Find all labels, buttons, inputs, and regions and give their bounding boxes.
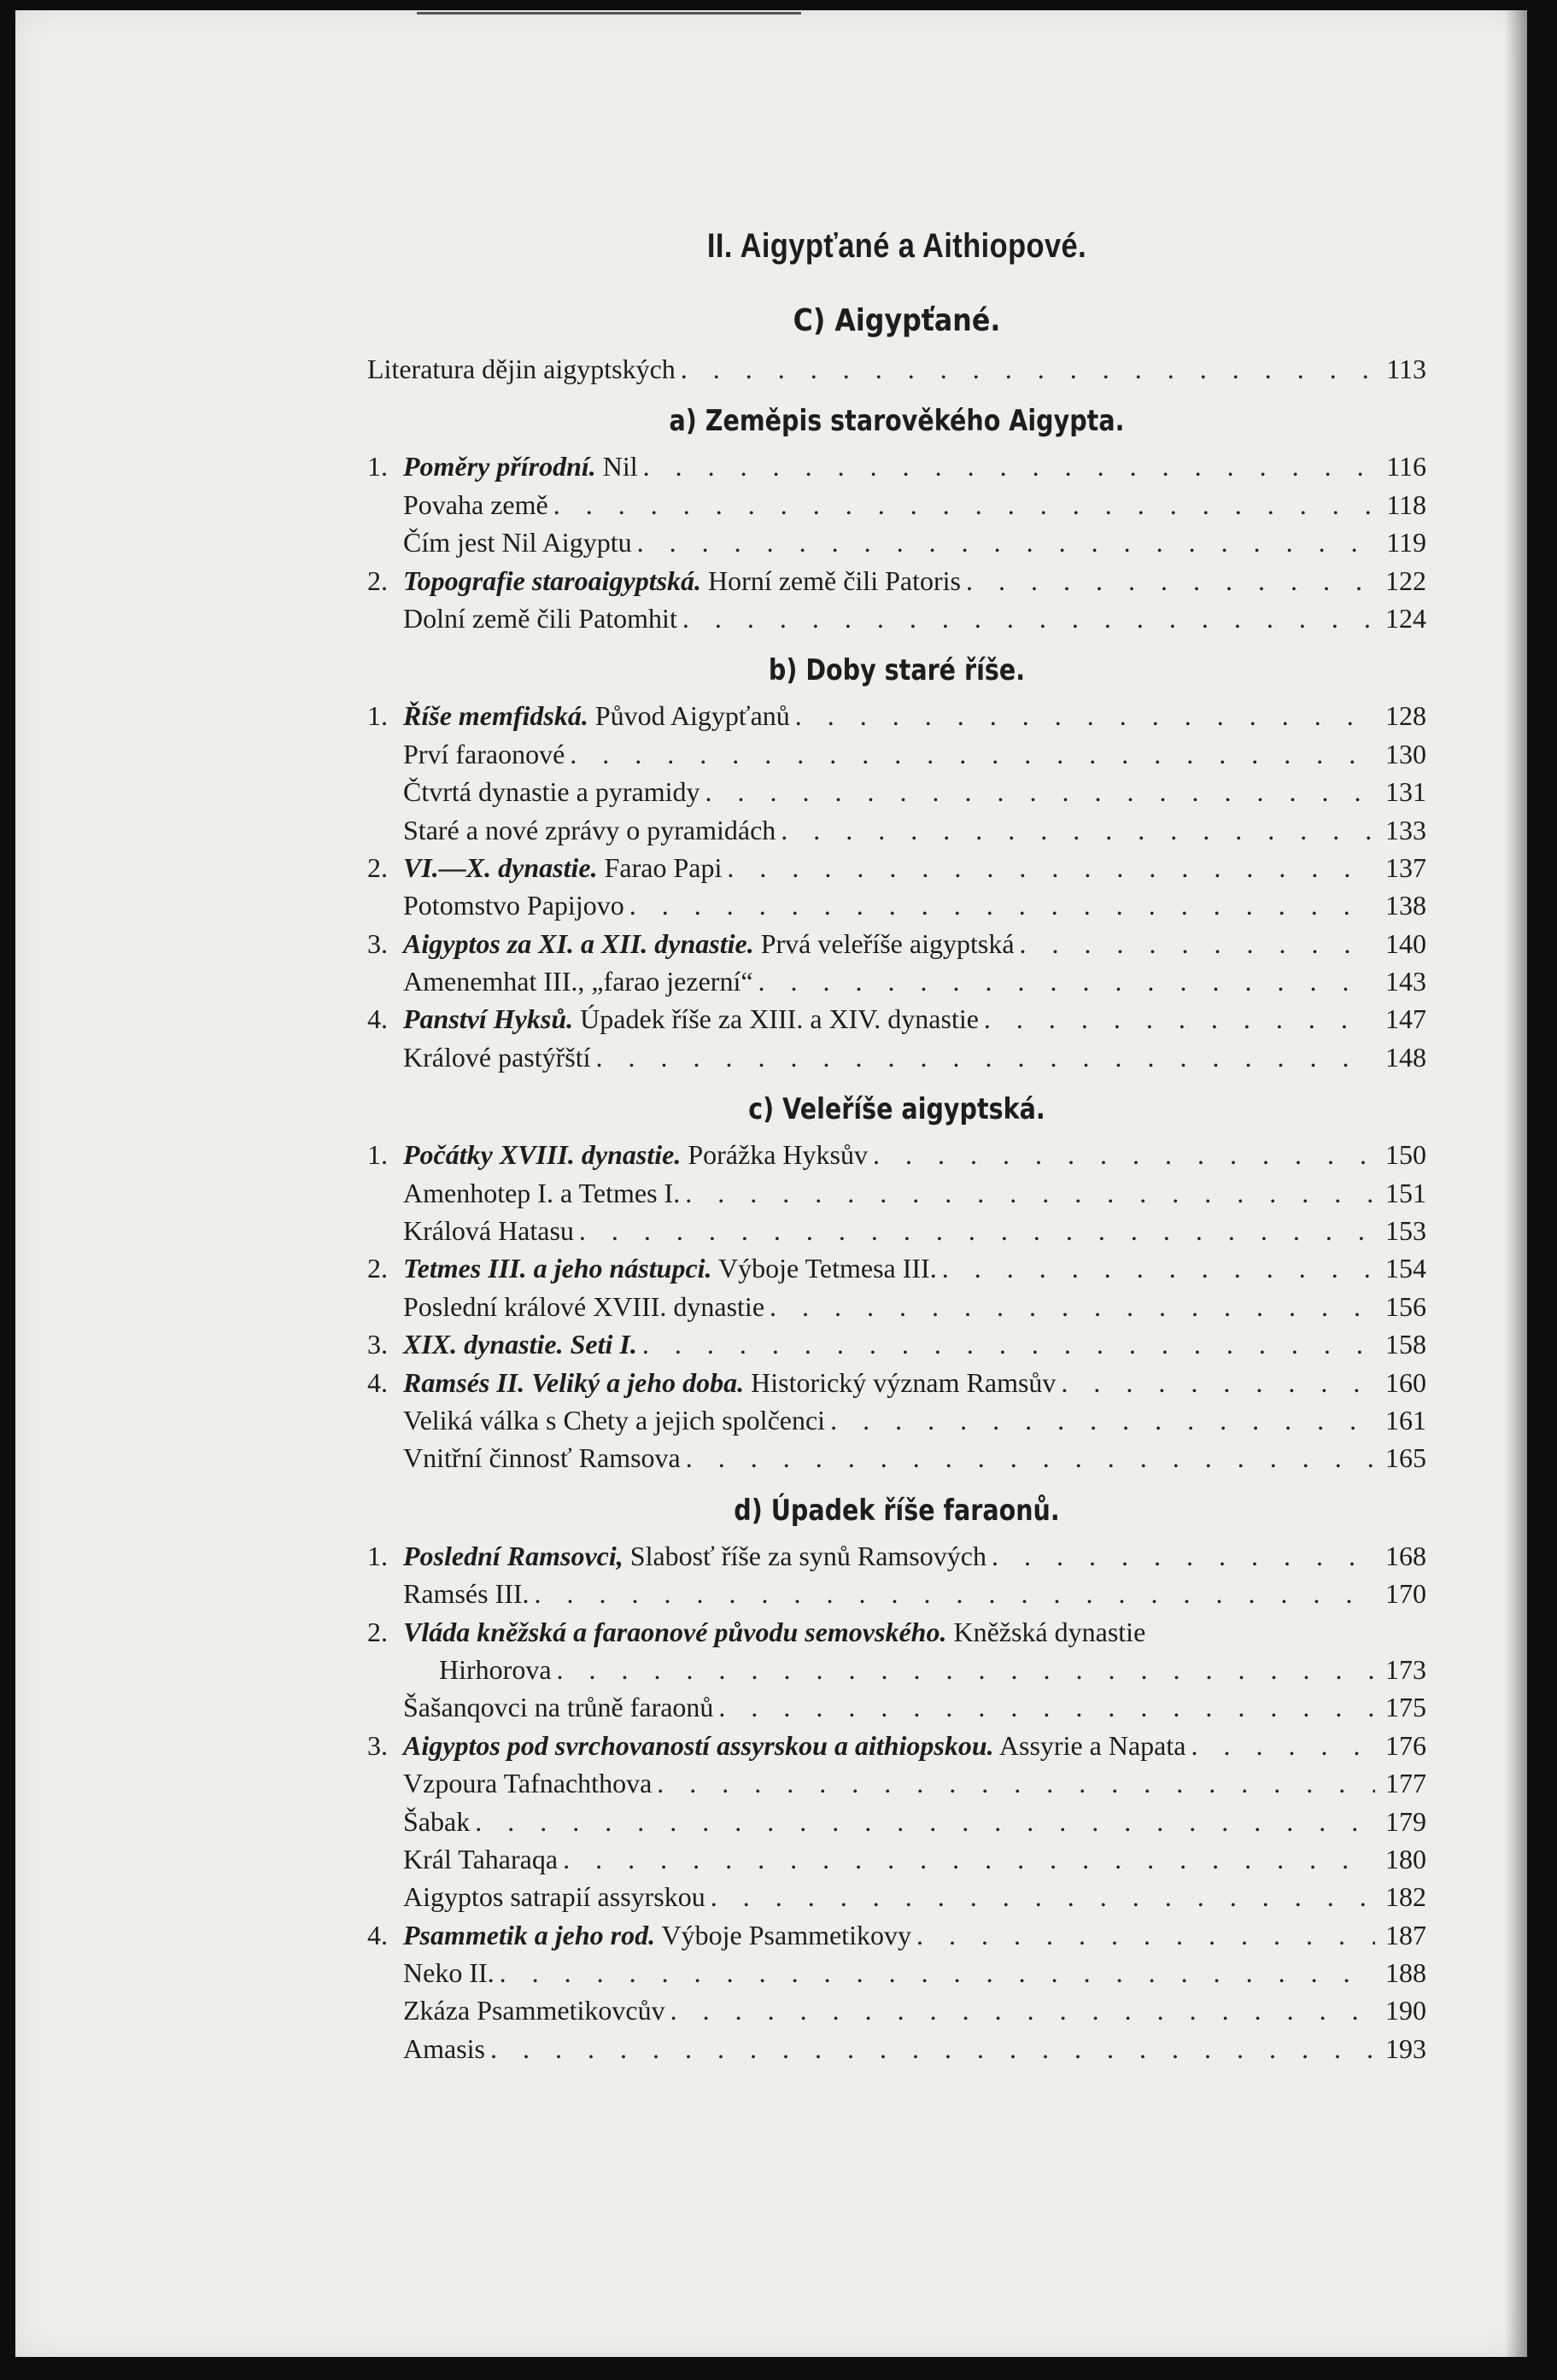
toc-entry bbox=[367, 1575, 1426, 1612]
page-number: 154 bbox=[1385, 1253, 1426, 1284]
entry-number: 2. bbox=[367, 851, 388, 883]
toc-entry bbox=[367, 1000, 1426, 1038]
entry-italic-title: VI.—X. dynastie. bbox=[403, 851, 598, 883]
entry-plain-text: Prvá veleříše aigyptská bbox=[753, 927, 1015, 959]
entry-plain-text: Původ Aigypťanů bbox=[588, 700, 790, 732]
table-of-contents bbox=[367, 225, 1426, 2067]
entry-plain-text: Vnitřní činnosť Ramsova bbox=[403, 1442, 681, 1474]
page-number: 170 bbox=[1385, 1578, 1426, 1610]
entry-plain-text: Farao Papi bbox=[597, 851, 723, 883]
entry-text bbox=[403, 1803, 470, 1840]
page-number: 188 bbox=[1385, 1957, 1426, 1989]
page-number: 158 bbox=[1385, 1329, 1426, 1360]
entry-plain-text: Prví faraonové bbox=[403, 738, 565, 769]
entry-italic-title: Ramsés II. Veliký a jeho doba. bbox=[403, 1366, 745, 1398]
entry-italic-title: Tetmes III. a jeho nástupci. bbox=[403, 1253, 712, 1284]
entry-text bbox=[403, 1688, 713, 1726]
toc-entry bbox=[367, 697, 1426, 734]
entry-plain-text: Králová Hatasu bbox=[403, 1215, 574, 1247]
entry-text bbox=[403, 1613, 1145, 1651]
entry-number: 2. bbox=[367, 564, 388, 596]
entry-number: 4. bbox=[367, 1366, 388, 1398]
toc-entry bbox=[367, 599, 1426, 637]
toc-entry bbox=[367, 1325, 1426, 1363]
chapter-title: II. Aigypťané a Aithiopové. bbox=[706, 227, 1087, 265]
entry-text bbox=[403, 925, 1015, 962]
entry-italic-title: XIX. dynastie. Seti I. bbox=[403, 1329, 637, 1360]
dot-leader bbox=[570, 735, 1375, 773]
page-number: 180 bbox=[1385, 1843, 1426, 1874]
section-heading: b) Doby staré říše. bbox=[768, 653, 1026, 688]
entry-plain-text: Historický význam Ramsův bbox=[744, 1366, 1057, 1398]
page-number: 143 bbox=[1385, 966, 1426, 997]
toc-entry bbox=[367, 1136, 1426, 1173]
entry-italic-title: Poměry přírodní. bbox=[403, 451, 596, 482]
entry-text: Literatura dějin aigyptských bbox=[367, 354, 676, 384]
entry-text bbox=[403, 1575, 530, 1612]
entry-text bbox=[403, 1212, 574, 1249]
dot-leader bbox=[966, 562, 1375, 599]
entry-text bbox=[403, 1364, 1056, 1401]
dot-leader bbox=[637, 523, 1375, 561]
dot-leader bbox=[781, 811, 1375, 849]
entry-text bbox=[403, 1991, 665, 2029]
toc-entry bbox=[367, 1401, 1426, 1439]
toc-entry bbox=[367, 447, 1426, 485]
section-heading: d) Úpadek říše faraonů. bbox=[734, 1493, 1060, 1528]
dot-leader bbox=[718, 1688, 1375, 1726]
dot-leader bbox=[830, 1401, 1375, 1439]
page-number: 165 bbox=[1385, 1442, 1426, 1474]
entry-number: 1. bbox=[367, 1139, 388, 1171]
dot-leader bbox=[770, 1288, 1375, 1325]
toc-entry bbox=[367, 811, 1426, 849]
entry-text bbox=[403, 1727, 1185, 1764]
page-number: 128 bbox=[1385, 700, 1426, 732]
entry-text bbox=[403, 1325, 637, 1363]
page-number: 147 bbox=[1385, 1003, 1426, 1035]
entry-number: 1. bbox=[367, 700, 388, 732]
entry-plain-text: Čím jest Nil Aigyptu bbox=[403, 527, 632, 558]
toc-entry bbox=[367, 1288, 1426, 1325]
dot-leader bbox=[1020, 925, 1375, 962]
entry-plain-text: Amenemhat III., „farao jezerní“ bbox=[403, 966, 753, 997]
page-number: 168 bbox=[1385, 1540, 1426, 1571]
entry-text bbox=[403, 773, 699, 810]
toc-entry bbox=[367, 1688, 1426, 1726]
entry-plain-text: Ramsés III. bbox=[403, 1578, 530, 1610]
page-number: 138 bbox=[1385, 890, 1426, 921]
entry-text bbox=[403, 1916, 911, 1954]
dot-leader bbox=[557, 1651, 1375, 1688]
entry-number: 1. bbox=[367, 1540, 388, 1571]
page-number: 156 bbox=[1385, 1290, 1426, 1322]
page-number: 193 bbox=[1385, 2032, 1426, 2064]
page-number: 187 bbox=[1385, 1919, 1426, 1950]
entry-text bbox=[403, 849, 722, 886]
toc-entry bbox=[367, 886, 1426, 924]
entry-text bbox=[403, 1954, 495, 1991]
entry-plain-text: Potomstvo Papijovo bbox=[403, 890, 624, 921]
page-number: 175 bbox=[1385, 1692, 1426, 1723]
entry-text bbox=[403, 1878, 705, 1915]
entry-plain-text: Úpadek říše za XIII. a XIV. dynastie bbox=[573, 1003, 979, 1035]
page-number: 116 bbox=[1386, 451, 1426, 482]
dot-leader bbox=[711, 1878, 1375, 1915]
entry-plain-text: Králové pastýřští bbox=[403, 1041, 591, 1073]
dot-leader bbox=[916, 1916, 1375, 1954]
entry-number: 1. bbox=[367, 451, 388, 482]
dot-leader bbox=[642, 1325, 1375, 1363]
entry-plain-text: Veliká válka s Chety a jejich spolčenci bbox=[403, 1404, 826, 1436]
entry-text bbox=[403, 1840, 558, 1878]
page-number: 173 bbox=[1385, 1653, 1426, 1685]
page-number: 182 bbox=[1385, 1881, 1426, 1913]
entry-italic-title: Říše memfidská. bbox=[403, 700, 588, 732]
entry-plain-text: Šašanqovci na trůně faraonů bbox=[403, 1692, 714, 1723]
toc-entry bbox=[367, 1727, 1426, 1764]
toc-entry bbox=[367, 735, 1426, 773]
toc-entry bbox=[367, 1916, 1426, 1954]
entry-text bbox=[403, 1651, 552, 1688]
entry-text bbox=[403, 523, 632, 561]
entry-italic-title: Počátky XVIII. dynastie. bbox=[403, 1139, 682, 1171]
dot-leader bbox=[475, 1803, 1375, 1840]
entry-text bbox=[403, 1136, 868, 1173]
dot-leader bbox=[500, 1954, 1375, 1991]
entry-plain-text: Poslední králové XVIII. dynastie bbox=[403, 1290, 765, 1322]
entry-text bbox=[403, 1537, 986, 1575]
toc-entry bbox=[367, 1840, 1426, 1878]
entry-plain-text: Král Taharaqa bbox=[403, 1843, 559, 1874]
dot-leader bbox=[681, 350, 1375, 388]
entry-italic-title: Aigyptos pod svrchovaností assyrskou a aithiopskou. bbox=[403, 1729, 994, 1761]
toc-entry bbox=[367, 1991, 1426, 2029]
entry-plain-text: Kněžská dynastie bbox=[946, 1616, 1146, 1647]
toc-entry-intro bbox=[367, 350, 1426, 388]
entry-plain-text: Zkáza Psammetikovcův bbox=[403, 1995, 665, 2026]
page-number: 131 bbox=[1385, 776, 1426, 808]
toc-entry bbox=[367, 2030, 1426, 2067]
page-number: 150 bbox=[1385, 1139, 1426, 1171]
dot-leader bbox=[596, 1038, 1376, 1076]
dot-leader bbox=[758, 962, 1375, 1000]
entry-number: 3. bbox=[367, 927, 388, 959]
page-number: 177 bbox=[1385, 1768, 1426, 1799]
section-heading: c) Veleříše aigyptská. bbox=[748, 1092, 1045, 1127]
entry-text bbox=[403, 735, 565, 773]
dot-leader bbox=[727, 849, 1375, 886]
entry-italic-title: Panství Hyksů. bbox=[403, 1003, 574, 1035]
toc-entry bbox=[367, 925, 1426, 962]
entry-number: 3. bbox=[367, 1329, 388, 1360]
toc-entry bbox=[367, 1174, 1426, 1212]
dot-leader bbox=[490, 2030, 1375, 2067]
entry-plain-text: Nil bbox=[595, 451, 638, 482]
entry-plain-text: Čtvrtá dynastie a pyramidy bbox=[403, 776, 700, 808]
entry-italic-title: Vláda kněžská a faraonové původu semovského. bbox=[403, 1616, 947, 1647]
dot-leader bbox=[984, 1000, 1375, 1038]
toc-entry bbox=[367, 1651, 1426, 1688]
entry-text bbox=[403, 599, 677, 637]
toc-entry bbox=[367, 1537, 1426, 1575]
toc-entry bbox=[367, 562, 1426, 599]
entry-plain-text: Dolní země čili Patomhit bbox=[403, 602, 677, 634]
dot-leader bbox=[682, 599, 1375, 637]
dot-leader bbox=[643, 447, 1375, 485]
dot-leader bbox=[1061, 1364, 1375, 1401]
toc-entry bbox=[367, 1439, 1426, 1477]
entry-number: 2. bbox=[367, 1616, 388, 1647]
toc-entry bbox=[367, 1038, 1426, 1076]
entry-text bbox=[403, 486, 548, 523]
entry-plain-text: Slabosť říše za synů Ramsových bbox=[623, 1540, 986, 1571]
dot-leader bbox=[992, 1537, 1375, 1575]
page-number: 179 bbox=[1385, 1805, 1426, 1837]
page-number: 122 bbox=[1385, 564, 1426, 596]
toc-entry bbox=[367, 773, 1426, 810]
entry-text bbox=[403, 1401, 825, 1439]
page-edge-line bbox=[417, 12, 801, 15]
toc-entry bbox=[367, 1613, 1426, 1651]
entry-text bbox=[403, 1439, 681, 1477]
entry-number: 4. bbox=[367, 1919, 388, 1950]
entry-italic-title: Poslední Ramsovci, bbox=[403, 1540, 623, 1571]
page-number: 119 bbox=[1386, 527, 1426, 558]
dot-leader bbox=[705, 773, 1375, 810]
entry-number: 3. bbox=[367, 1729, 388, 1761]
toc-sections bbox=[367, 388, 1426, 2067]
toc-entry bbox=[367, 1764, 1426, 1802]
entry-plain-text: Výboje Psammetikovy bbox=[655, 1919, 911, 1950]
toc-entry bbox=[367, 1954, 1426, 1991]
page-number: 133 bbox=[1385, 814, 1426, 845]
toc-entry bbox=[367, 1364, 1426, 1401]
dot-leader bbox=[629, 886, 1375, 924]
entry-plain-text: Šabak bbox=[403, 1805, 471, 1837]
page-number: 130 bbox=[1385, 738, 1426, 769]
dot-leader bbox=[657, 1764, 1375, 1802]
entry-plain-text: Amenhotep I. a Tetmes I. bbox=[403, 1177, 681, 1208]
dot-leader bbox=[579, 1212, 1375, 1249]
entry-text bbox=[403, 886, 624, 924]
entry-text bbox=[403, 562, 961, 599]
page-number: 153 bbox=[1385, 1215, 1426, 1247]
entry-italic-title: Aigyptos za XI. a XII. dynastie. bbox=[403, 927, 754, 959]
dot-leader bbox=[1191, 1727, 1375, 1764]
entry-text bbox=[403, 1764, 652, 1802]
toc-entry bbox=[367, 523, 1426, 561]
entry-plain-text: Výboje Tetmesa III. bbox=[711, 1253, 937, 1284]
dot-leader bbox=[535, 1575, 1375, 1612]
entry-plain-text: Porážka Hyksův bbox=[681, 1139, 868, 1171]
entry-plain-text: Hirhorova bbox=[439, 1653, 552, 1685]
toc-entry bbox=[367, 1249, 1426, 1287]
entry-text bbox=[403, 1000, 979, 1038]
dot-leader bbox=[553, 486, 1375, 523]
entry-plain-text: Horní země čili Patoris bbox=[701, 564, 961, 596]
dot-leader bbox=[942, 1249, 1375, 1287]
toc-entry bbox=[367, 1878, 1426, 1915]
entry-text bbox=[403, 811, 776, 849]
entry-text bbox=[403, 2030, 485, 2067]
toc-entry bbox=[367, 962, 1426, 1000]
dot-leader bbox=[873, 1136, 1375, 1173]
toc-entry bbox=[367, 486, 1426, 523]
entry-text bbox=[403, 447, 638, 485]
entry-text bbox=[403, 1288, 764, 1325]
page-number: 137 bbox=[1385, 851, 1426, 883]
dot-leader bbox=[563, 1840, 1375, 1878]
entry-italic-title: Psammetik a jeho rod. bbox=[403, 1919, 656, 1950]
entry-plain-text: Vzpoura Tafnachthova bbox=[403, 1768, 653, 1799]
page-number: 148 bbox=[1385, 1041, 1426, 1073]
entry-plain-text: Neko II. bbox=[403, 1957, 495, 1989]
page-number: 151 bbox=[1385, 1177, 1426, 1208]
entry-number: 4. bbox=[367, 1003, 388, 1035]
entry-text bbox=[403, 697, 790, 734]
entry-italic-title: Topografie staroaigyptská. bbox=[403, 564, 702, 596]
section-heading: a) Zeměpis starověkého Aigypta. bbox=[669, 404, 1125, 439]
book-page bbox=[15, 10, 1527, 2357]
entry-text bbox=[403, 1249, 937, 1287]
page-number: 176 bbox=[1385, 1729, 1426, 1761]
dot-leader bbox=[795, 697, 1375, 734]
page-number: 161 bbox=[1385, 1404, 1426, 1436]
page-number: 113 bbox=[1386, 354, 1426, 384]
page-number: 190 bbox=[1385, 1995, 1426, 2026]
toc-entry bbox=[367, 1212, 1426, 1249]
toc-entry bbox=[367, 849, 1426, 886]
entry-text bbox=[403, 1174, 680, 1212]
dot-leader bbox=[686, 1439, 1375, 1477]
page-number: 124 bbox=[1385, 602, 1426, 634]
entry-number: 2. bbox=[367, 1253, 388, 1284]
page-number: 160 bbox=[1385, 1366, 1426, 1398]
entry-text bbox=[403, 962, 753, 1000]
entry-plain-text: Aigyptos satrapií assyrskou bbox=[403, 1881, 705, 1913]
dot-leader bbox=[670, 1991, 1375, 2029]
part-title: C) Aigypťané. bbox=[793, 303, 1001, 338]
entry-plain-text: Povaha země bbox=[403, 488, 548, 520]
entry-plain-text: Amasis bbox=[403, 2032, 485, 2064]
entry-plain-text: Assyrie a Napata bbox=[993, 1729, 1186, 1761]
entry-plain-text: Staré a nové zprávy o pyramidách bbox=[403, 814, 776, 845]
page-number: 140 bbox=[1385, 927, 1426, 959]
page-number: 118 bbox=[1386, 488, 1426, 520]
toc-entry bbox=[367, 1803, 1426, 1840]
entry-text bbox=[403, 1038, 591, 1076]
dot-leader bbox=[685, 1174, 1375, 1212]
